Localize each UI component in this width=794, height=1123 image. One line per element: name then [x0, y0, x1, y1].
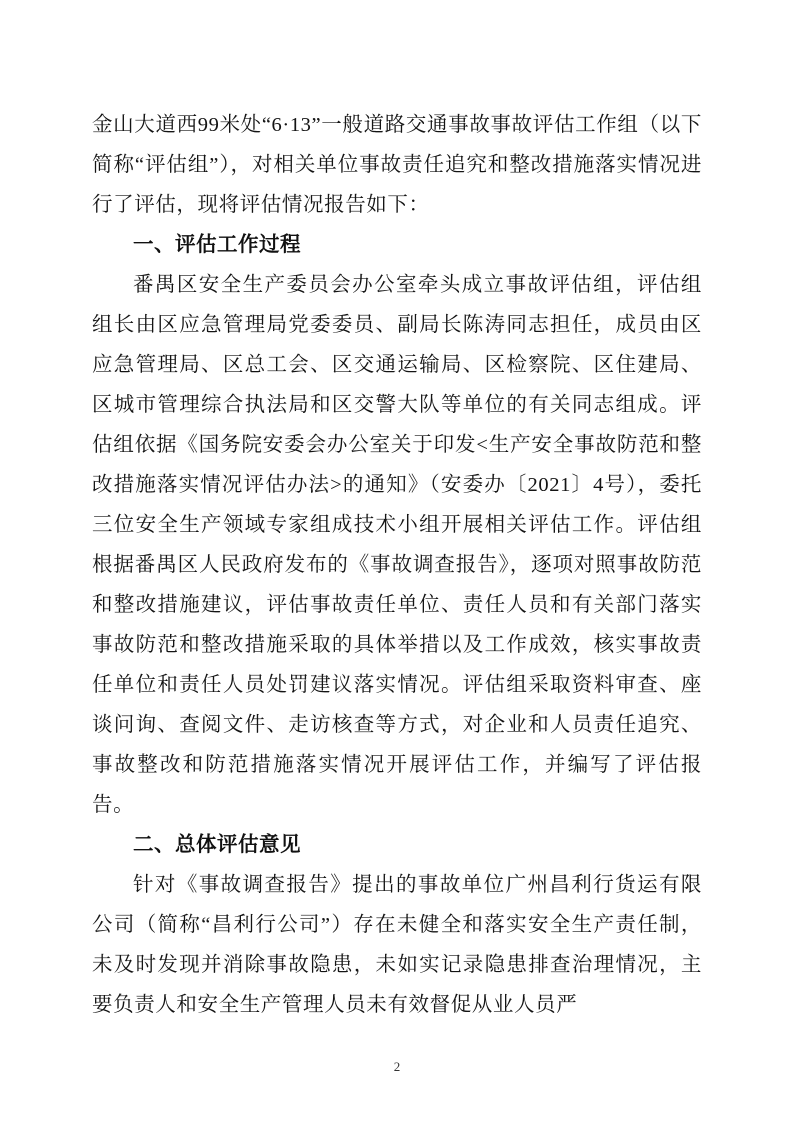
paragraph-overall-opinion: 针对《事故调查报告》提出的事故单位广州昌利行货运有限公司（简称“昌利行公司”）存在未健全和落实安全生产责任制，未及时发现并消除事故隐患，未如实记录隐患排查治理情况，主要负责人和安全生产管理人员未有效督促从业人员严	[92, 874, 702, 1016]
paragraph-intro: 金山大道西99米处“6·13”一般道路交通事故事故评估工作组（以下简称“评估组”），对相关单位事故责任追究和整改措施落实情况进行了评估，现将评估情况报告如下：	[92, 114, 702, 216]
paragraph-evaluation-process: 番禺区安全生产委员会办公室牵头成立事故评估组，评估组组长由区应急管理局党委委员、副局长陈涛同志担任，成员由区应急管理局、区总工会、区交通运输局、区检察院、区住建局、区城市管理综合执法局和区交警大队等单位的有关同志组成。评估组依据《国务院安委会办公室关于印发<生产安全事故防范和整改措施落实情况评估办法>的通知》（安委办〔2021〕4号），委托三位安全生产领域专家组成技术小组开展相关评估工作。评估组根据番禺区人民政府发布的《事故调查报告》，逐项对照事故防范和整改措施建议，评估事故责任单位、责任人员和有关部门落实事故防范和整改措施采取的具体举措以及工作成效，核实事故责任单位和责任人员处罚建议落实情况。评估组采取资料审查、座谈问询、查阅文件、走访核查等方式，对企业和人员责任追究、事故整改和防范措施落实情况开展评估工作，并编写了评估报告。	[92, 274, 702, 816]
section-heading-one: 一、评估工作过程	[133, 233, 301, 256]
page-number: 2	[393, 1059, 401, 1074]
section-heading-two: 二、总体评估意见	[133, 833, 301, 856]
document-body	[92, 105, 702, 1025]
